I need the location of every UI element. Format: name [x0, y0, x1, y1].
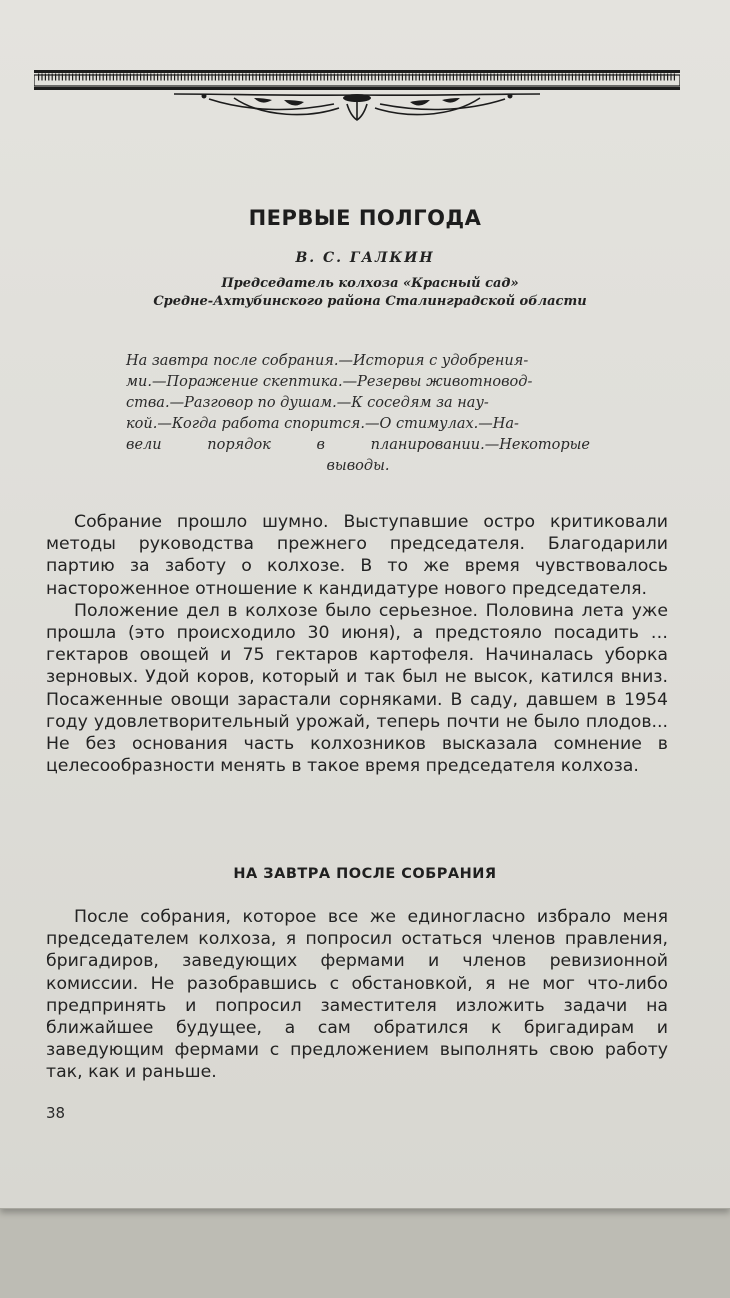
summary-line: На завтра после собрания.—История с удобрения-: [126, 353, 529, 369]
body-paragraph: После собрания, которое все же единогласно избрало меня председателем колхоза, я попросил остаться членов правления, бригадиров, заведующих фермами и членов ревизионной комиссии. Не разобравшись с обстановкой, я не мог что-либо предпринять и попросил заместителя изложить задачи на ближайшее будущее, а сам обратился к бригадирам и заведующим фермами с предложением выполнять свою работу так, как и раньше.: [46, 907, 668, 1083]
body-paragraph: Собрание прошло шумно. Выступавшие остро критиковали методы руководства прежнего председателя. Благодарили партию за заботу о колхозе. В то же время чувствовалось настороженное отношение к кандидатуре нового председателя.: [46, 512, 668, 599]
summary-line: кой.—Когда работа спорится.—О стимулах.—На-: [126, 416, 519, 432]
summary-line: вели порядок в планировании.—Некоторые: [126, 437, 590, 453]
body-section-intro: [46, 511, 668, 777]
summary-line: выводы.: [326, 458, 390, 474]
section-heading: НА ЗАВТРА ПОСЛЕ СОБРАНИЯ: [233, 866, 497, 882]
author-position-line: Председатель колхоза «Красный сад»: [221, 276, 519, 291]
summary-line: ства.—Разговор по душам.—К соседям за нау-: [126, 395, 489, 411]
summary-line: ми.—Поражение скептика.—Резервы животновод-: [126, 374, 533, 390]
author-position-line: Средне-Ахтубинского района Сталинградской области: [153, 294, 587, 309]
article-author: В. С. ГАЛКИН: [295, 250, 435, 266]
author-position: [60, 275, 680, 311]
body-section-first: [46, 906, 668, 1084]
page-number: 38: [46, 1104, 66, 1122]
body-paragraph: Положение дел в колхозе было серьезное. Половина лета уже прошла (это происходило 30 июня), а предстояло посадить … гектаров овощей и 75 гектаров картофеля. Начиналась уборка зерновых. Удой коров, который и так был не высок, катился вниз. Посаженные овощи зарастали сорняками. В саду, давшем в 1954 году удовлетворительный урожай, теперь почти не было плодов... Не без основания часть колхозников высказала сомнение в целесообразности менять в такое время председателя колхоза.: [46, 600, 668, 777]
chapter-summary: [126, 351, 590, 477]
article-title: ПЕРВЫЕ ПОЛГОДА: [248, 206, 482, 230]
ornamental-header-rule: [34, 66, 680, 128]
